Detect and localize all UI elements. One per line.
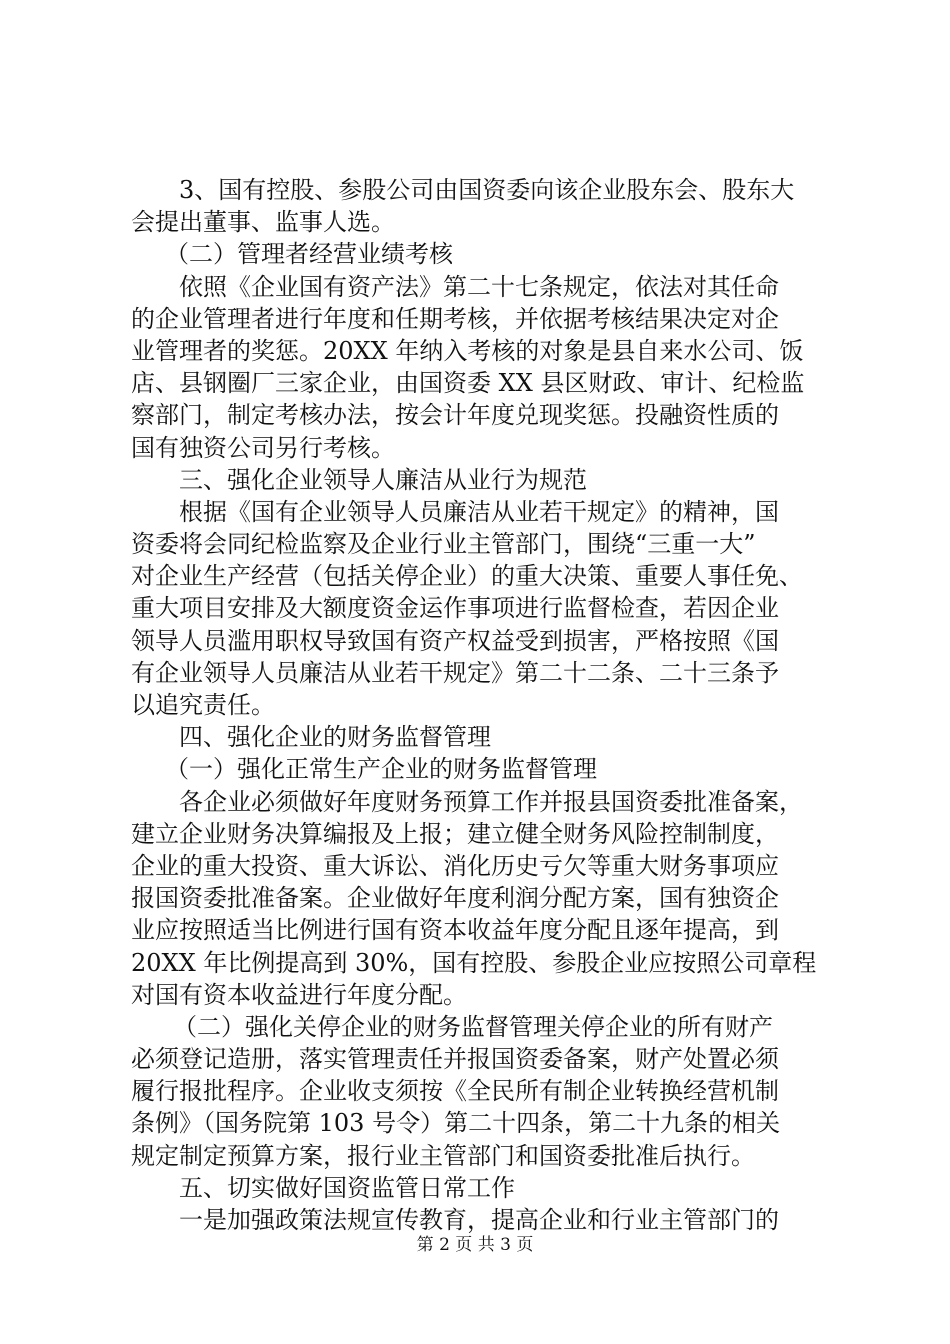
text-line: 察部门，制定考核办法，按会计年度兑现奖惩。投融资性质的 xyxy=(131,401,779,430)
text-line: 对国有资本收益进行年度分配。 xyxy=(131,980,467,1009)
page-number-footer: 第 2 页 共 3 页 xyxy=(416,1235,534,1255)
text-line: 五、切实做好国资监管日常工作 xyxy=(179,1173,515,1202)
text-line: 规定制定预算方案，报行业主管部门和国资委批准后执行。 xyxy=(131,1141,755,1170)
text-line: 三、强化企业领导人廉洁从业行为规范 xyxy=(179,465,587,494)
text-line: 有企业领导人员廉洁从业若干规定》第二十二条、二十三条予 xyxy=(131,658,779,687)
text-line: （二）强化关停企业的财务监督管理关停企业的所有财产 xyxy=(173,1012,773,1041)
text-line: 会提出董事、监事人选。 xyxy=(131,208,395,237)
document-body xyxy=(131,174,831,1236)
text-line: 建立企业财务决算编报及上报；建立健全财务风险控制制度， xyxy=(131,819,779,848)
text-line: 20XX 年比例提高到 30%，国有控股、参股企业应按照公司章程 xyxy=(131,948,817,977)
text-line: 资委将会同纪检监察及企业行业主管部门，围绕“三重一大” xyxy=(131,530,756,559)
text-line: 业管理者的奖惩。20XX 年纳入考核的对象是县自来水公司、饭 xyxy=(131,336,804,365)
text-line: 国有独资公司另行考核。 xyxy=(131,433,395,462)
text-line: 以追究责任。 xyxy=(131,691,275,719)
text-line: 对企业生产经营（包括关停企业）的重大决策、重要人事任免、 xyxy=(131,562,803,591)
text-line: 根据《国有企业领导人员廉洁从业若干规定》的精神，国 xyxy=(179,497,779,526)
text-line: 必须登记造册，落实管理责任并报国资委备案，财产处置必须 xyxy=(131,1045,779,1074)
text-line: 领导人员滥用职权导致国有资产权益受到损害，严格按照《国 xyxy=(131,626,779,655)
text-line: 履行报批程序。企业收支须按《全民所有制企业转换经营机制 xyxy=(131,1077,779,1106)
text-line: 业应按照适当比例进行国有资本收益年度分配且逐年提高，到 xyxy=(131,916,779,945)
text-line: 店、县钢圈厂三家企业，由国资委 XX 县区财政、审计、纪检监 xyxy=(131,369,805,398)
text-line: 报国资委批准备案。企业做好年度利润分配方案，国有独资企 xyxy=(131,884,779,913)
text-line: 一是加强政策法规宣传教育，提高企业和行业主管部门的 xyxy=(179,1206,779,1234)
text-line: 依照《企业国有资产法》第二十七条规定，依法对其任命 xyxy=(179,272,779,301)
text-line: 重大项目安排及大额度资金运作事项进行监督检查，若因企业 xyxy=(131,594,779,623)
text-line: 3、国有控股、参股公司由国资委向该企业股东会、股东大 xyxy=(179,176,795,204)
text-line: 企业的重大投资、重大诉讼、消化历史亏欠等重大财务事项应 xyxy=(131,851,779,880)
text-line: 条例》（国务院第 103 号令）第二十四条，第二十九条的相关 xyxy=(131,1109,781,1138)
text-line: （一）强化正常生产企业的财务监督管理 xyxy=(165,755,597,784)
text-line: （二）管理者经营业绩考核 xyxy=(165,240,453,269)
text-line: 各企业必须做好年度财务预算工作并报县国资委批准备案， xyxy=(179,787,803,816)
text-line: 的企业管理者进行年度和任期考核，并依据考核结果决定对企 xyxy=(131,304,779,333)
text-line: 四、强化企业的财务监督管理 xyxy=(179,723,491,752)
